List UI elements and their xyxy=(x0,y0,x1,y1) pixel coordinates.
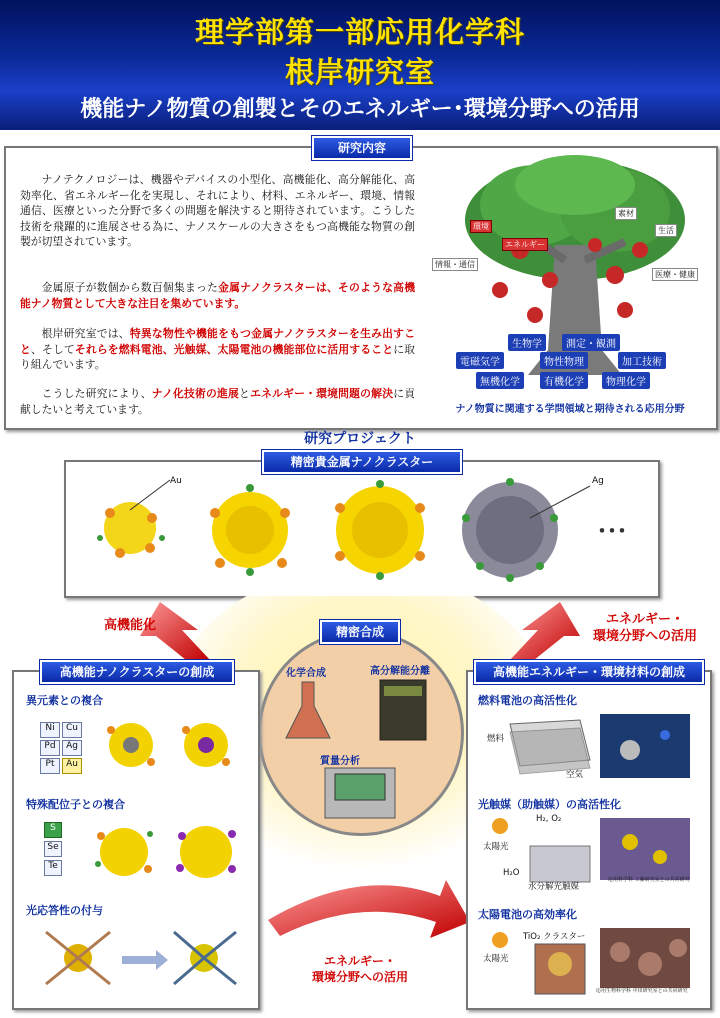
element-s: S xyxy=(44,822,62,838)
lab-title: 根岸研究室 xyxy=(284,55,435,89)
arrow-label-bottom-1: エネルギー・ xyxy=(323,954,396,968)
collab-note-2: 応用生物科学科 中田研究室との共同研究 xyxy=(596,988,688,994)
arrow-label-energy-2: 環境分野への活用 xyxy=(592,629,697,644)
tree-tag-medical: 医療・健康 xyxy=(652,268,698,281)
root-inorganic-chemistry: 無機化学 xyxy=(476,372,524,389)
water-splitting-label: 水分解光触媒 xyxy=(528,882,580,892)
heteroatom-heading: 異元素との複合 xyxy=(26,694,103,707)
fuel-cell-heading: 燃料電池の高活性化 xyxy=(478,694,577,707)
tio2-label: TiO₂ クラスター xyxy=(523,932,586,942)
more-clusters-ellipsis: ･･･ xyxy=(597,519,627,543)
arrow-label-bottom-2: 環境分野への活用 xyxy=(311,970,408,984)
nanocluster-images xyxy=(70,468,650,590)
ag-label: Ag xyxy=(592,476,604,486)
mass-spec-label: 質量分析 xyxy=(320,756,360,767)
chemical-synthesis-label: 化学合成 xyxy=(286,668,326,679)
root-processing: 加工技術 xyxy=(618,352,666,369)
element-pd: Pd xyxy=(40,740,60,756)
element-te: Te xyxy=(44,860,62,876)
alloy-cluster-images xyxy=(96,710,246,780)
tree-tag-life: 生活 xyxy=(655,224,677,237)
element-se: Se xyxy=(44,841,62,857)
photoresponsive-cluster-images xyxy=(36,920,246,996)
fuel-label: 燃料 xyxy=(487,734,505,744)
sunlight-label-1: 太陽光 xyxy=(483,842,509,852)
photoresponse-heading: 光応答性の付与 xyxy=(26,904,103,917)
element-cu: Cu xyxy=(62,722,82,738)
instrument-illustrations xyxy=(280,676,440,826)
paragraph-1: ナノテクノロジーは、機器やデバイスの小型化、高機能化、高分解能化、高効率化、省エネルギー化を実現し、それにより、材料、エネルギー、環境、情報通信、医療といった分野で多くの問題を解決すると期待されています。こうした技術を飛躍的に進展させる為に、ナノスケールの大きさをもつ高機能な物質の創製が切望されています。 xyxy=(20,173,415,249)
left-box-tab: 高機能ナノクラスターの創成 xyxy=(40,660,234,684)
root-solid-state-physics: 物性物理 xyxy=(540,352,588,369)
department-title: 理学部第一部応用化学科 xyxy=(194,15,525,49)
element-ag: Ag xyxy=(62,740,82,756)
element-table-2 xyxy=(44,822,62,876)
root-biology: 生物学 xyxy=(508,334,546,351)
tree-tag-energy: エネルギー xyxy=(502,238,548,251)
paragraph-2: 金属原子が数個から数百個集まった金属ナノクラスターは、そのような高機能ナノ物質として大きな注目を集めています。 xyxy=(20,281,415,310)
h2-o2-label: H₂, O₂ xyxy=(536,814,562,824)
sunlight-label-2: 太陽光 xyxy=(483,954,509,964)
separation-label: 高分解能分離 xyxy=(370,666,430,677)
cluster-tab: 精密貴金属ナノクラスター xyxy=(262,450,462,474)
ligand-heading: 特殊配位子との複合 xyxy=(26,798,125,811)
root-organic-chemistry: 有機化学 xyxy=(540,372,588,389)
paragraph-4: こうした研究により、ナノ化技術の進展とエネルギー・環境問題の解決に貢献したいと考えています。 xyxy=(20,387,416,416)
synthesis-tab: 精密合成 xyxy=(320,620,400,644)
arrow-label-functionalization: 高機能化 xyxy=(103,618,156,633)
solar-cell-heading: 太陽電池の高効率化 xyxy=(478,908,577,921)
root-physical-chemistry: 物理化学 xyxy=(602,372,650,389)
element-table-1 xyxy=(40,722,82,774)
tree-caption: ナノ物質に関連する学問領域と期待される応用分野 xyxy=(455,404,685,415)
collab-note-1: 応用科学科 工藤研究室との共同研究 xyxy=(608,877,690,883)
element-au: Au xyxy=(62,758,82,774)
right-box-tab: 高機能エネルギー・環境材料の創成 xyxy=(474,660,704,684)
arrow-label-energy-1: エネルギー・ xyxy=(605,612,684,627)
project-heading: 研究プロジェクト xyxy=(304,431,416,447)
water-label: H₂O xyxy=(503,868,520,878)
fuel-cell-illustration xyxy=(480,710,700,782)
ligand-cluster-images xyxy=(86,814,246,888)
tree-tag-environment: 環境 xyxy=(470,220,492,233)
photocatalyst-heading: 光触媒（助触媒）の高活性化 xyxy=(478,798,621,811)
element-ni: Ni xyxy=(40,722,60,738)
header-banner xyxy=(0,0,720,130)
au-label: Au xyxy=(170,476,182,486)
element-pt: Pt xyxy=(40,758,60,774)
air-label: 空気 xyxy=(566,770,584,780)
research-tab: 研究内容 xyxy=(312,136,412,160)
root-measurement: 測定・観測 xyxy=(562,334,620,351)
paragraph-3: 根岸研究室では、特異な物性や機能をもつ金属ナノクラスターを生み出すこと、そしてそれらを燃料電池、光触媒、太陽電池の機能部位に活用することに取り組んでいます。 xyxy=(20,327,416,372)
tree-tag-materials: 素材 xyxy=(615,207,637,220)
poster-subtitle: 機能ナノ物質の創製とそのエネルギー･環境分野への活用 xyxy=(80,97,640,122)
tree-tag-information: 情報・通信 xyxy=(432,258,478,271)
root-electromagnetism: 電磁気学 xyxy=(456,352,504,369)
solar-cell-illustration xyxy=(480,924,700,996)
